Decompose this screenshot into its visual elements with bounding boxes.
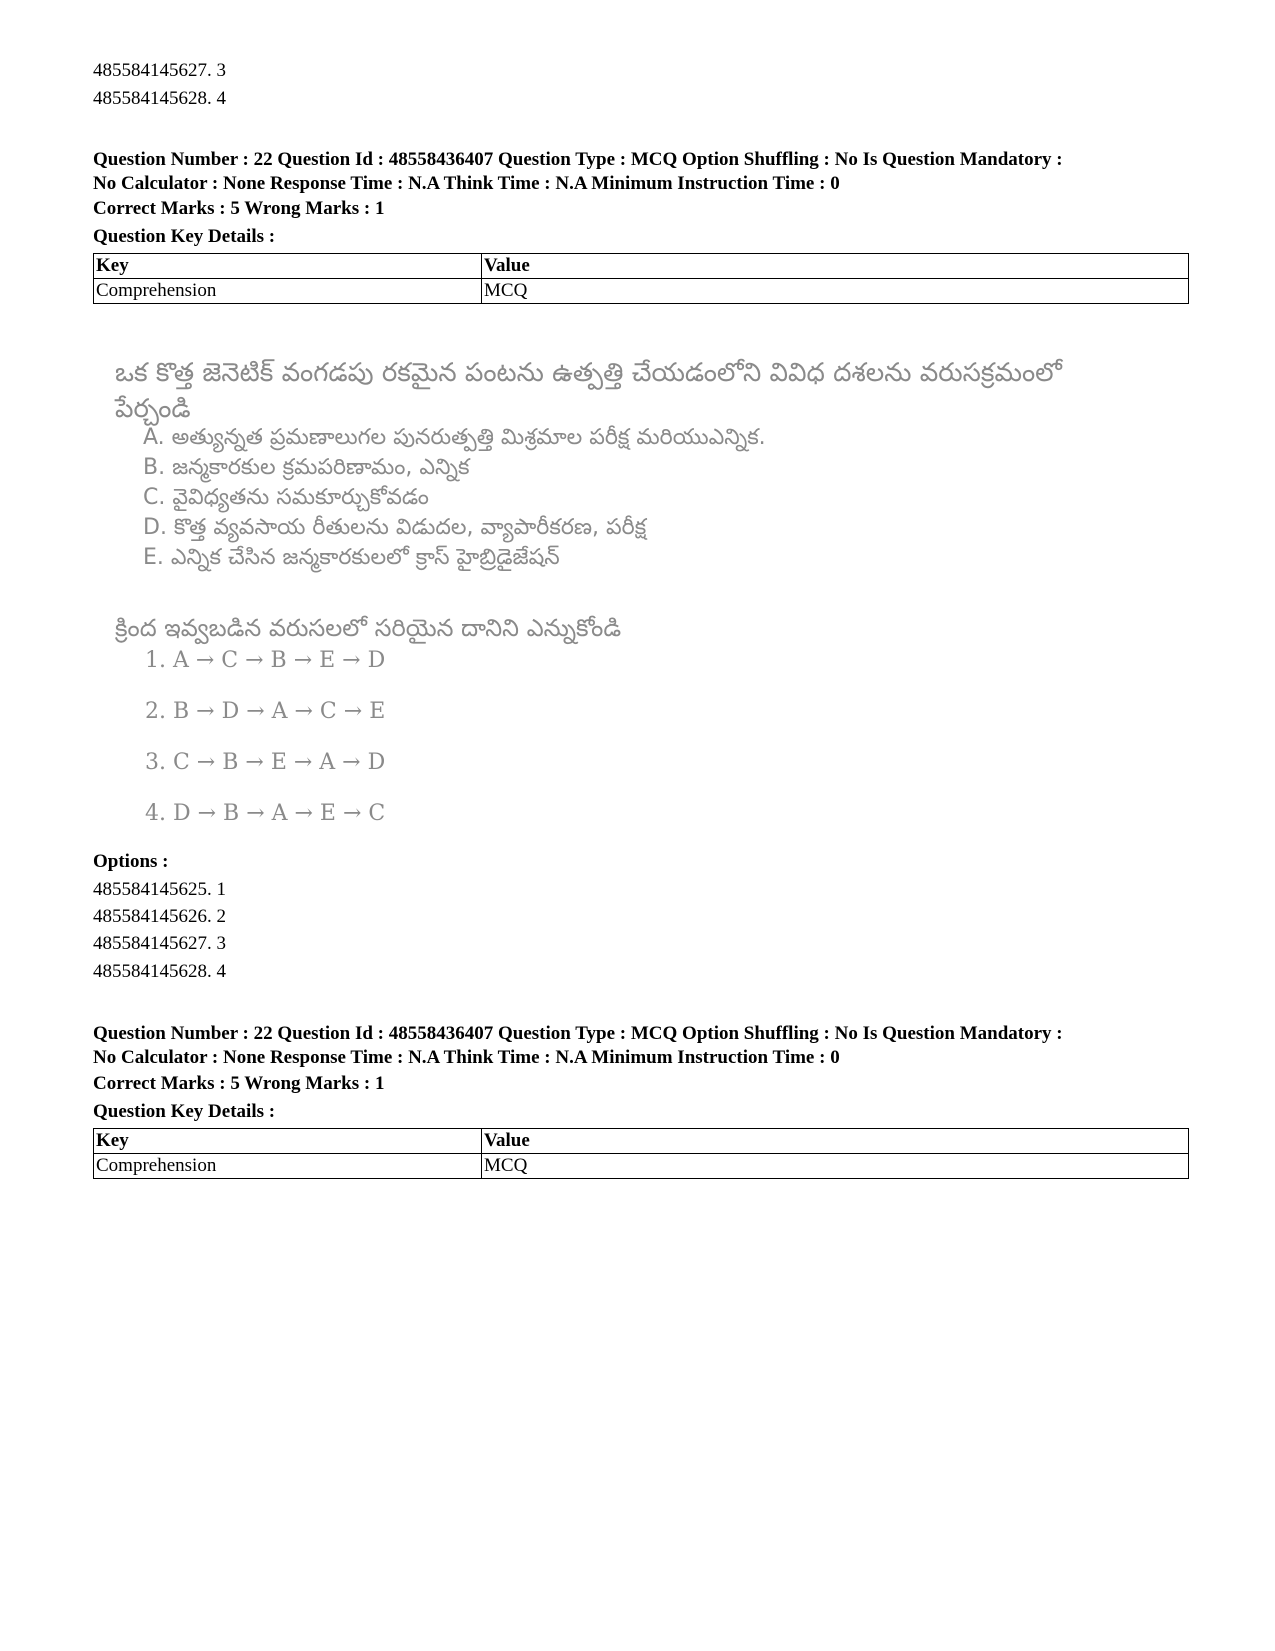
- statement-e: E. ఎన్నిక చేసిన జన్మకారకులలో క్రాస్ హైబ్రిడైజేషన్: [143, 545, 560, 570]
- sequence-option-1: 1. A → C → B → E → D: [145, 648, 386, 673]
- table-cell-key: Comprehension: [94, 279, 482, 304]
- sequence-option-4: 4. D → B → A → E → C: [145, 801, 386, 826]
- key-details-label: Question Key Details :: [93, 1101, 276, 1122]
- question-header-line-2: No Calculator : None Response Time : N.A Think Time : N.A Minimum Instruction Time : 0: [93, 1047, 840, 1068]
- option-item: 485584145628. 4: [93, 88, 226, 109]
- option-item: 485584145626. 2: [93, 906, 226, 927]
- option-item: 485584145627. 3: [93, 60, 226, 81]
- table-row: [94, 1154, 1189, 1179]
- question-header-line-2: No Calculator : None Response Time : N.A Think Time : N.A Minimum Instruction Time : 0: [93, 173, 840, 194]
- statement-a: A. అత్యున్నత ప్రమణాలుగల పునరుత్పత్తి మిశ్రమాల పరీక్ష మరియుఎన్నిక.: [143, 425, 766, 450]
- option-item: 485584145628. 4: [93, 961, 226, 982]
- table-header-key: Key: [94, 1129, 482, 1154]
- options-label: Options :: [93, 851, 169, 872]
- marks-line: Correct Marks : 5 Wrong Marks : 1: [93, 198, 385, 219]
- table-header-value: Value: [482, 254, 1189, 279]
- key-details-label: Question Key Details :: [93, 226, 276, 247]
- question-header: [93, 1022, 1189, 1070]
- marks-line: Correct Marks : 5 Wrong Marks : 1: [93, 1073, 385, 1094]
- statement-c: C. వైవిధ్యతను సమకూర్చుకోవడం: [143, 485, 429, 510]
- statement-d: D. కొత్త వ్యవసాయ రీతులను విడుదల, వ్యాపారీకరణ, పరీక్ష: [143, 515, 647, 540]
- table-cell-value: MCQ: [482, 1154, 1189, 1179]
- key-details-table: [93, 1128, 1189, 1179]
- option-item: 485584145627. 3: [93, 933, 226, 954]
- question-header-line-1: Question Number : 22 Question Id : 48558436407 Question Type : MCQ Option Shuffling : No Is Question Mandatory :: [93, 149, 1063, 170]
- sequence-option-2: 2. B → D → A → C → E: [145, 699, 386, 724]
- table-row: [94, 279, 1189, 304]
- key-details-table: [93, 253, 1189, 304]
- question-image: [93, 343, 1113, 873]
- table-cell-value: MCQ: [482, 279, 1189, 304]
- table-header-key: Key: [94, 254, 482, 279]
- table-header-row: [94, 254, 1189, 279]
- table-header-row: [94, 1129, 1189, 1154]
- sequence-option-3: 3. C → B → E → A → D: [145, 750, 386, 775]
- option-item: 485584145625. 1: [93, 879, 226, 900]
- question-stem: ఒక కొత్త జెనెటిక్ వంగడపు రకమైన పంటను ఉత్పత్తి చేయడంలోని వివిధ దశలను వరుసక్రమంలో పేర్చండి: [115, 358, 1062, 424]
- statement-b: B. జన్మకారకుల క్రమపరిణామం, ఎన్నిక: [143, 455, 470, 480]
- table-header-value: Value: [482, 1129, 1189, 1154]
- question-header-line-1: Question Number : 22 Question Id : 48558436407 Question Type : MCQ Option Shuffling : No Is Question Mandatory :: [93, 1023, 1063, 1044]
- table-cell-key: Comprehension: [94, 1154, 482, 1179]
- question-instruction: క్రింద ఇవ్వబడిన వరుసలలో సరియైన దానిని ఎన్నుకోండి: [115, 614, 622, 642]
- question-header: [93, 148, 1189, 196]
